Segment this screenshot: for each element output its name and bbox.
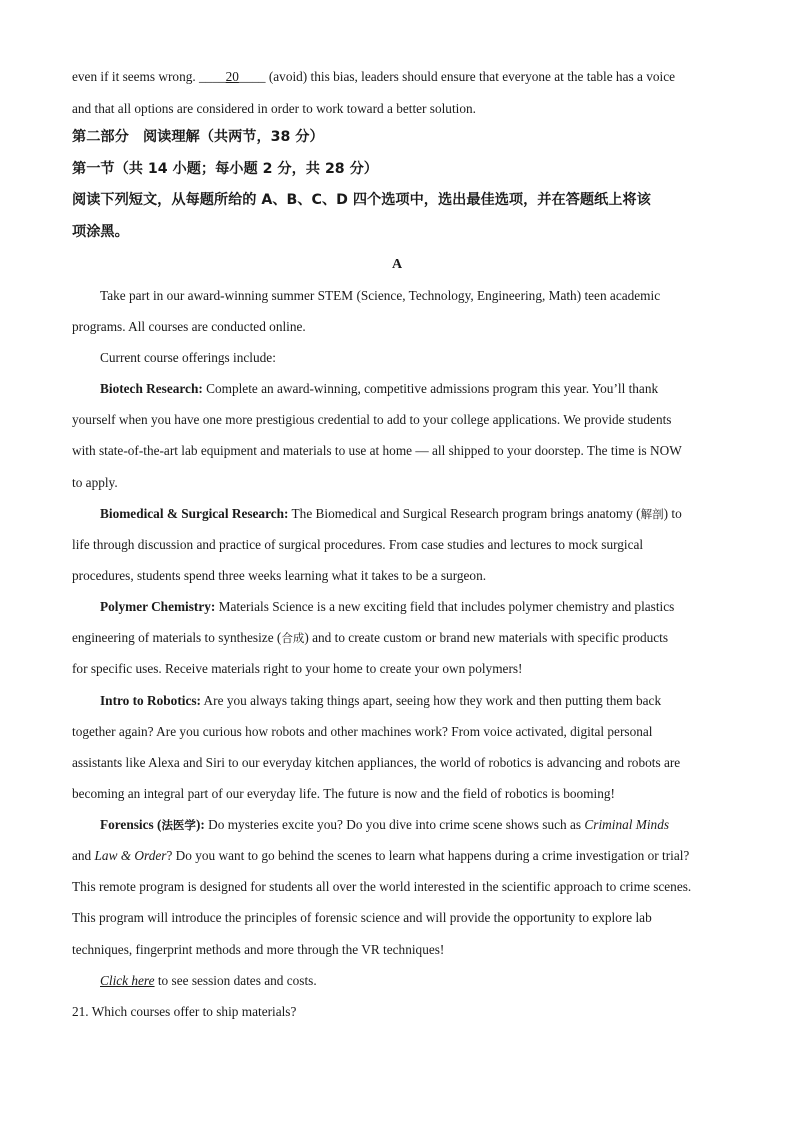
forensics-line-2: and Law & Order? Do you want to go behind the scenes to learn what happens during a crime investigation or trial?: [72, 848, 690, 863]
passage-letter: A: [391, 257, 403, 272]
robotics-title: Intro to Robotics:: [100, 693, 201, 708]
gloss-anatomy: 解剖: [640, 507, 664, 521]
forensics-line-3: This remote program is designed for students all over the world interested in the scientific approach to crime scenes.: [72, 879, 692, 894]
instructions-line-2: 项涂黑。: [72, 224, 129, 240]
intro-line-2: and that all options are considered in order to work toward a better solution.: [72, 101, 476, 116]
passage-intro-line-1: Take part in our award-winning summer STEM (Science, Technology, Engineering, Math) teen academic: [100, 288, 661, 303]
robotics-line-4: becoming an integral part of our everyday life. The future is now and the field of robotics is booming!: [72, 786, 615, 801]
biotech-line-2: yourself when you have one more prestigious credential to add to your college applications. We provide students: [72, 412, 672, 427]
polymer-line-2: engineering of materials to synthesize (合成) and to create custom or brand new materials with specific products: [72, 630, 669, 645]
part-two-heading: 第二部分 阅读理解（共两节，38 分）: [72, 129, 324, 145]
robotics-line-1: Intro to Robotics: Are you always taking things apart, seeing how they work and then putting them back: [100, 693, 662, 708]
biotech-title: Biotech Research:: [100, 381, 203, 396]
passage-intro-line-2: programs. All courses are conducted online.: [72, 319, 306, 334]
click-here-line: Click here to see session dates and costs.: [100, 973, 317, 988]
intro-line-1: even if it seems wrong. ____20____ (avoid) this bias, leaders should ensure that everyone at the table has a voice: [72, 69, 675, 84]
question-21: 21. Which courses offer to ship materials?: [72, 1004, 297, 1019]
polymer-line-3: for specific uses. Receive materials right to your home to create your own polymers!: [72, 661, 523, 676]
forensics-line-1: Forensics (法医学): Do mysteries excite you? Do you dive into crime scene shows such as Criminal Minds: [100, 817, 670, 832]
robotics-line-3: assistants like Alexa and Siri to our everyday kitchen appliances, the world of robotics is advancing and robots are: [72, 755, 681, 770]
instructions-line-1: 阅读下列短文，从每题所给的 A、B、C、D 四个选项中，选出最佳选项，并在答题纸上将该: [72, 192, 651, 208]
polymer-title: Polymer Chemistry:: [100, 599, 216, 614]
biomed-line-2: life through discussion and practice of surgical procedures. From case studies and lectures to mock surgical: [72, 537, 644, 552]
biotech-line-3: with state-of-the-art lab equipment and materials to use at home — all shipped to your doorstep. The time is NOW: [72, 443, 682, 458]
forensics-line-4: This program will introduce the principles of forensic science and will provide the opportunity to explore lab: [72, 910, 652, 925]
click-here-link[interactable]: Click here: [100, 973, 155, 988]
show-law-and-order: Law & Order: [94, 848, 167, 863]
course-offerings-intro: Current course offerings include:: [100, 350, 276, 365]
biotech-line-1: Biotech Research: Complete an award-winning, competitive admissions program this year. You’ll thank: [100, 381, 659, 396]
biotech-line-4: to apply.: [72, 475, 118, 490]
blank-20: ____20____: [199, 69, 266, 84]
section-one-heading: 第一节（共 14 小题；每小题 2 分，共 28 分）: [72, 161, 378, 177]
gloss-synthesize: 合成: [281, 631, 305, 645]
biomed-title: Biomedical & Surgical Research:: [100, 506, 289, 521]
biomed-line-3: procedures, students spend three weeks learning what it takes to be a surgeon.: [72, 568, 487, 583]
show-criminal-minds: Criminal Minds: [584, 817, 670, 832]
forensics-title: Forensics (法医学):: [100, 817, 205, 832]
biomed-line-1: Biomedical & Surgical Research: The Biomedical and Surgical Research program brings anatomy (解剖) to: [100, 506, 682, 521]
polymer-line-1: Polymer Chemistry: Materials Science is a new exciting field that includes polymer chemistry and plastics: [100, 599, 675, 614]
forensics-line-5: techniques, fingerprint methods and more through the VR techniques!: [72, 942, 445, 957]
robotics-line-2: together again? Are you curious how robots and other machines work? From voice activated, digital personal: [72, 724, 653, 739]
